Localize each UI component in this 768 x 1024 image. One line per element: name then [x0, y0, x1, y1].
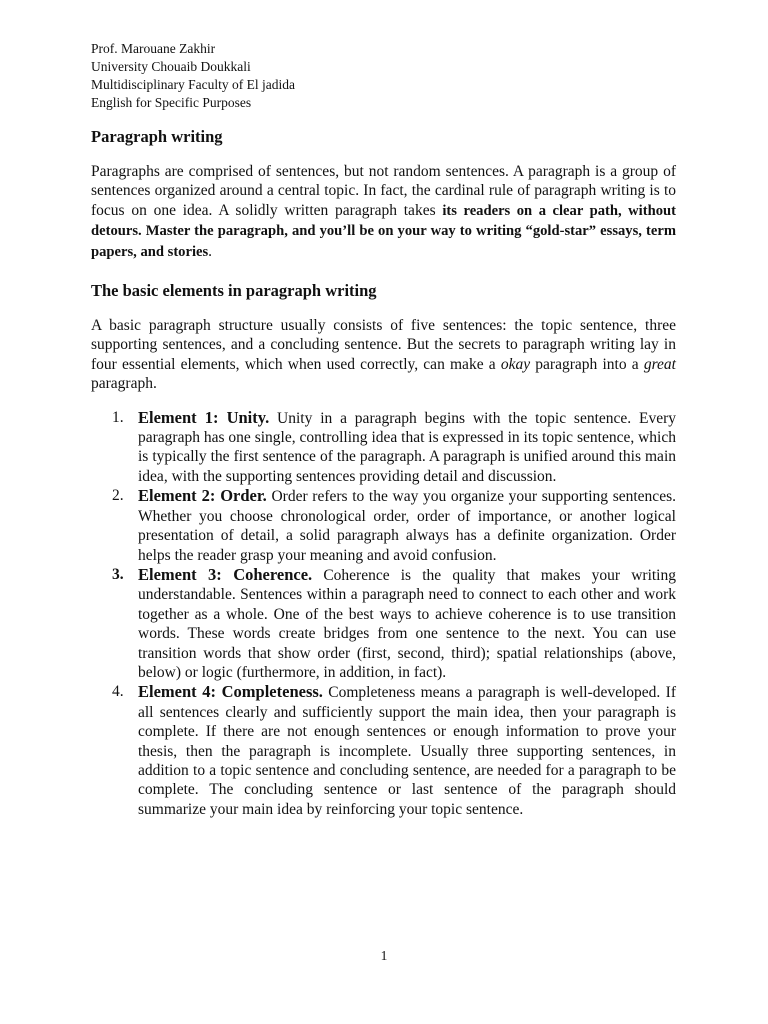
element-text: Unity in a paragraph begins with the topic sentence. Every paragraph has one single, controlling idea that is expressed in its topic sentence, which is typically the first sentence of the paragraph. A paragraph is unified around this main idea, with the supporting sentences providing detail and discussion. — [138, 409, 676, 485]
intro-text: Paragraphs are comprised of sentences, but not random sentences. A paragraph is a group of sentences organized around a central topic. In fact, the cardinal rule of paragraph writing is to focus on one idea. A solidly written paragraph takes — [91, 163, 676, 219]
element-title: Element 2: Order. — [138, 486, 267, 506]
element-text: Completeness means a paragraph is well-developed. If all sentences clearly and sufficiently support the main idea, then your paragraph is complete. If there are not enough sentences or enough information to prove your thesis, then the paragraph is incomplete. Usually three supporting sentences, in addition to a topic sentence and concluding sentence, are needed for a paragraph to be complete. The concluding sentence or last sentence of the paragraph should summarize your main idea by reinforcing your topic sentence. — [138, 684, 676, 818]
list-item-number: 1. — [112, 408, 124, 426]
university-name: University Chouaib Doukkali — [91, 59, 251, 74]
intro-bold-text: its readers on a clear path, without detours. Master the paragraph, and you’ll be on your way to writing “gold-star” essays, term papers, and stories — [91, 202, 676, 260]
list-item-number: 2. — [112, 487, 124, 505]
element-text: Order refers to the way you organize your supporting sentences. Whether you choose chronological order, order of importance, or another logical presentation of detail, a solid paragraph always has a definite organization. Order helps the reader grasp your meaning and avoid confusion. — [138, 488, 676, 564]
basic-text-b: paragraph into a — [530, 355, 644, 373]
great-word: great — [643, 355, 676, 373]
element-title: Element 4: Completeness. — [138, 682, 323, 702]
page-number: 1 — [380, 948, 388, 963]
basic-text-a: A basic paragraph structure usually consists of five sentences: the topic sentence, three supporting sentences, and a concluding sentence. But the secrets to paragraph writing lay in four essential elements, which when used correctly, can make a — [91, 317, 676, 373]
section-title-paragraph-writing: Paragraph writing — [91, 127, 223, 146]
list-item-element-1 — [91, 408, 676, 487]
list-item-element-4 — [91, 682, 676, 819]
course-name: English for Specific Purposes — [91, 95, 252, 110]
intro-paragraph — [91, 162, 676, 262]
faculty-name: Multidisciplinary Faculty of El jadida — [91, 77, 295, 92]
document-page — [91, 40, 676, 819]
basic-text-c: paragraph. — [91, 375, 157, 393]
section-title-basic-elements: The basic elements in paragraph writing — [91, 281, 377, 301]
okay-word: okay — [500, 355, 531, 373]
document-header — [91, 40, 676, 112]
intro-end-text: . — [208, 242, 213, 260]
list-item-element-2 — [91, 486, 676, 565]
list-item-element-3 — [91, 565, 676, 682]
list-item-number: 3. — [112, 565, 124, 583]
list-item-number: 4. — [112, 683, 124, 701]
element-title: Element 3: Coherence. — [138, 564, 313, 584]
elements-list — [91, 408, 676, 820]
basic-elements-paragraph — [91, 316, 676, 394]
element-text: Coherence is the quality that makes your writing understandable. Sentences within a paragraph need to connect to each other and work together as a whole. One of the best ways to achieve coherence is to use transition words. These words create bridges from one sentence to the next. You can use transition words that show order (first, second, third); spatial relationships (above, below) or logic (furthermore, in addition, in fact). — [138, 566, 676, 681]
element-title: Element 1: Unity. — [138, 407, 270, 427]
author-name: Prof. Marouane Zakhir — [91, 41, 216, 56]
